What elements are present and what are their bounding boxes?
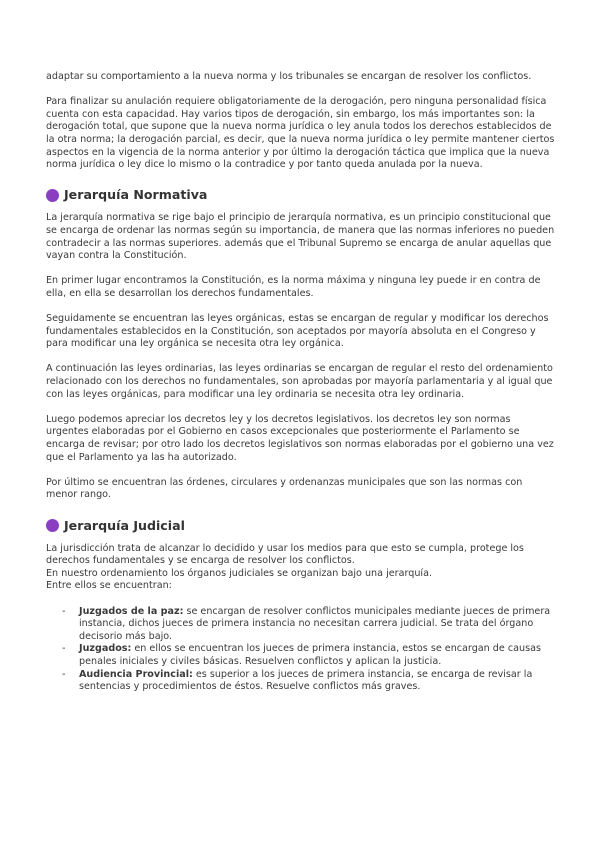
section-title-normativa: Jerarquía Normativa — [64, 187, 208, 203]
list-item-text: es superior a los jueces de primera instancia, se encarga de revisar la sentencias y procedimientos de éstos. Resuelve conflictos más graves. — [79, 668, 533, 693]
list-dash: - — [62, 668, 66, 680]
section-heading-normativa — [46, 186, 556, 204]
list-item — [46, 643, 556, 668]
normativa-paragraph-6: Por último se encuentran las órdenes, circulares y ordenanzas municipales que son las normas con menor rango. — [46, 476, 523, 501]
normativa-paragraph-5: Luego podemos apreciar los decretos ley y los decretos legislativos. los decretos ley son normas urgentes elaboradas por el Gobierno en casos excepcionales que posteriormente el Parlamento se encarga de revisar; por otro lado los decretos legislativos son normas elaboradas por el gobierno una vez que el Parlamento ya las ha autorizado. — [46, 413, 554, 463]
intro-paragraph-2: Para finalizar su anulación requiere obligatoriamente de la derogación, pero ninguna personalidad física cuenta con esta capacidad. Hay varios tipos de derogación, sin embargo, los más importantes son: la derogación total, que supone que la nueva norma jurídica o ley anula todos los derechos establecidos de la otra norma; la derogación parcial, es decir, que la nueva norma jurídica o ley permite mantener ciertos aspectos en la vigencia de la norma anterior y por último la derogación táctica que implica que la nueva norma jurídica o ley dice lo mismo o la contradice y por tanto queda anulada por la nueva. — [46, 96, 555, 171]
list-dash: - — [62, 643, 66, 655]
list-item — [46, 606, 556, 644]
list-dash: - — [62, 605, 66, 617]
judicial-paragraph-1: La jurisdicción trata de alcanzar lo decidido y usar los medios para que esto se cumpla, protege los derechos fundamentales y se encarga de resolver los conflictos. — [46, 542, 524, 567]
normativa-paragraph-3: Seguidamente se encuentran las leyes orgánicas, estas se encargan de regular y modificar los derechos fundamentales establecidos en la Constitución, son aceptados por mayoría absoluta en el Congreso y para modificar una ley orgánica se necesita otra ley orgánica. — [46, 313, 549, 350]
list-item-term: Juzgados: — [79, 643, 132, 655]
judicial-paragraph-2: En nuestro ordenamiento los órganos judiciales se organizan bajo una jerarquía. — [46, 567, 432, 579]
normativa-paragraph-4: A continuación las leyes ordinarias, las leyes ordinarias se encargan de regular el resto del ordenamiento relacionado con los derechos no fundamentales, son aprobadas por mayoría parlamentaria y al igual que con las leyes orgánicas, para modificar una ley ordinaria se necesita otra ley ordinaria. — [46, 363, 553, 400]
judicial-paragraph-3: Entre ellos se encuentran: — [46, 580, 172, 592]
list-item — [46, 669, 556, 694]
intro-paragraph-1: adaptar su comportamiento a la nueva norma y los tribunales se encargan de resolver los conflictos. — [46, 71, 532, 82]
purple-circle-icon — [46, 519, 59, 532]
section-heading-judicial — [46, 517, 556, 535]
section-title-judicial: Jerarquía Judicial — [64, 517, 185, 533]
court-list — [46, 606, 556, 694]
list-item-term: Audiencia Provincial: — [79, 668, 193, 680]
normativa-paragraph-2: En primer lugar encontramos la Constitución, es la norma máxima y ninguna ley puede ir en contra de ella, en ella se desarrollan los derechos fundamentales. — [46, 275, 541, 299]
normativa-paragraph-1: La jerarquía normativa se rige bajo el principio de jerarquía normativa, es un principio constitucional que se encarga de ordenar las normas según su importancia, de manera que las normas inferiores no pueden contradecir a las normas superiores. además que el Tribunal Supremo se encarga de anular aquellas que vayan contra la Constitución. — [46, 212, 555, 262]
document-body — [46, 71, 556, 694]
purple-circle-icon — [46, 189, 59, 202]
list-item-text: se encargan de resolver conflictos municipales mediante jueces de primera instancia, dichos jueces de primera instancia no necesitan carrera judicial. Se trata del órgano decisorio más bajo. — [79, 605, 551, 642]
list-item-term: Juzgados de la paz: — [79, 605, 184, 617]
list-item-text: en ellos se encuentran los jueces de primera instancia, estos se encargan de causas penales iniciales y civiles básicas. Resuelven conflictos y aplican la justicia. — [79, 643, 541, 667]
